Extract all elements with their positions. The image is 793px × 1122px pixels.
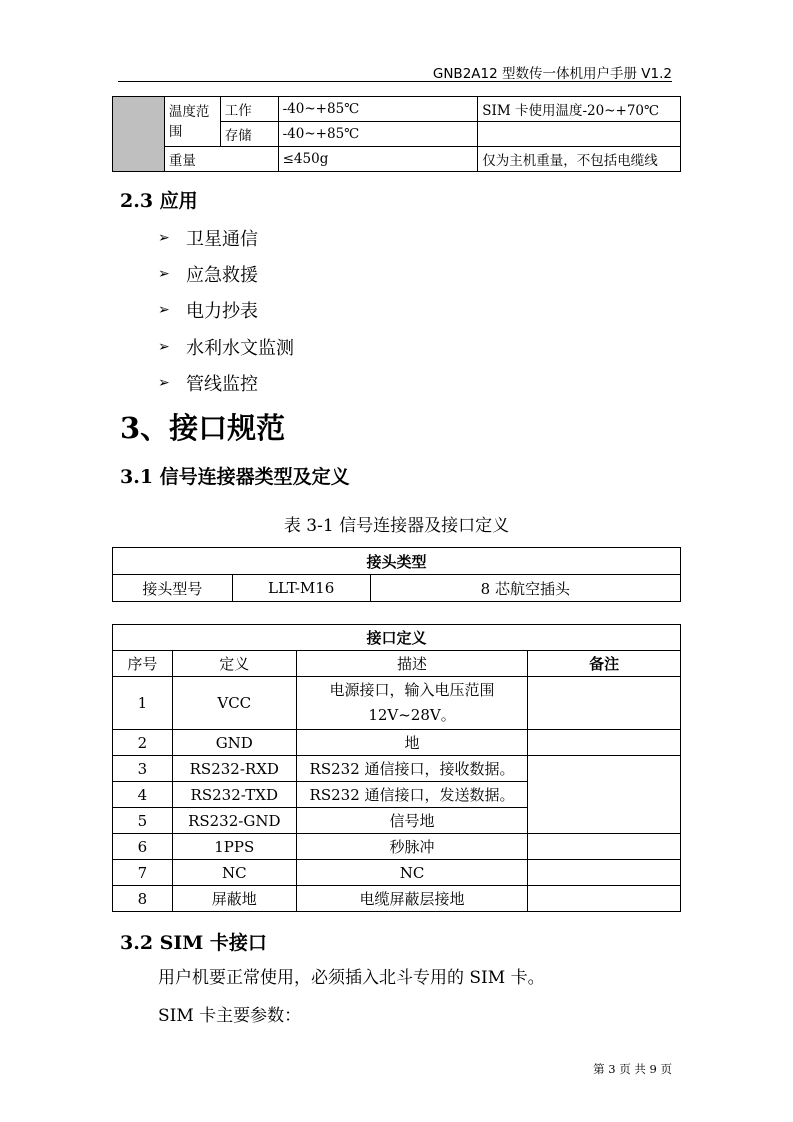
cell-index: 7 [113,860,173,886]
paragraph-sim-params: SIM 卡主要参数： [158,1006,302,1026]
connector-model: LLT-M16 [232,575,370,602]
list-item-label: 卫星通信 [186,229,258,251]
header-remark: 备注 [528,651,681,677]
cell-index: 2 [113,730,173,756]
cell-index: 1 [113,677,173,730]
arrow-bullet-icon: ➢ [158,302,170,319]
connector-table-title: 接头类型 [113,548,681,575]
cell-remark [528,886,681,912]
temp-work-value: -40~+85℃ [278,97,478,122]
cell-description: 电源接口，输入电压范围12V~28V。 [296,677,528,730]
weight-note: 仅为主机重量，不包括电缆线 [478,147,681,172]
cell-remark [528,756,681,834]
cell-description: 地 [296,730,528,756]
table-row [113,834,681,860]
table-row [113,756,681,782]
table-row [113,97,681,122]
cell-remark [528,860,681,886]
arrow-bullet-icon: ➢ [158,230,170,247]
cell-description: RS232 通信接口，发送数据。 [296,782,528,808]
list-item [158,220,294,256]
paragraph-sim-requirement: 用户机要正常使用，必须插入北斗专用的 SIM 卡。 [158,968,545,988]
cell-definition: RS232-GND [172,808,296,834]
table-row [113,548,681,575]
list-item [158,292,294,328]
table-row [113,677,681,730]
page-number: 第 3 页 共 9 页 [593,1062,672,1076]
list-item [158,329,294,365]
spec-table [112,96,681,172]
gray-cell [113,97,165,172]
cell-index: 3 [113,756,173,782]
cell-index: 5 [113,808,173,834]
section-3-1-heading: 3.1 信号连接器类型及定义 [120,466,350,488]
table-row [113,147,681,172]
table-row [113,860,681,886]
table-caption: 表 3-1 信号连接器及接口定义 [283,516,510,536]
weight-value: ≤450g [278,147,478,172]
header-index: 序号 [113,651,173,677]
cell-description: 秒脉冲 [296,834,528,860]
arrow-bullet-icon: ➢ [158,374,170,391]
list-item-label: 管线监控 [186,373,258,395]
section-2-3-heading: 2.3 应用 [120,190,198,212]
list-item [158,256,294,292]
cell-remark [528,730,681,756]
header-description: 描述 [296,651,528,677]
interface-table [112,624,681,912]
temp-range-label: 温度范围 [164,97,220,147]
cell-definition: NC [172,860,296,886]
cell-index: 8 [113,886,173,912]
temp-storage-label: 存储 [220,122,278,147]
cell-index: 4 [113,782,173,808]
connector-type-table [112,547,681,602]
connector-description: 8 芯航空插头 [370,575,680,602]
temp-work-note: SIM 卡使用温度-20~+70℃ [478,97,681,122]
list-item [158,365,294,401]
interface-table-title: 接口定义 [113,625,681,651]
list-item-label: 应急救援 [186,265,258,287]
cell-remark [528,677,681,730]
list-item-label: 电力抄表 [186,301,258,323]
arrow-bullet-icon: ➢ [158,338,170,355]
cell-description: NC [296,860,528,886]
header-rule [118,81,672,82]
table-row [113,886,681,912]
section-3-heading: 3、接口规范 [120,411,286,445]
table-row [113,575,681,602]
application-list [158,220,294,401]
section-3-2-heading: 3.2 SIM 卡接口 [120,932,267,954]
temp-storage-note [478,122,681,147]
cell-definition: VCC [172,677,296,730]
list-item-label: 水利水文监测 [186,337,294,359]
cell-description: RS232 通信接口，接收数据。 [296,756,528,782]
cell-definition: 屏蔽地 [172,886,296,912]
table-row [113,625,681,651]
temp-storage-value: -40~+85℃ [278,122,478,147]
connector-label: 接头型号 [113,575,233,602]
cell-description: 信号地 [296,808,528,834]
header-definition: 定义 [172,651,296,677]
cell-definition: RS232-TXD [172,782,296,808]
cell-definition: GND [172,730,296,756]
table-row [113,730,681,756]
temp-work-label: 工作 [220,97,278,122]
cell-definition: 1PPS [172,834,296,860]
table-header-row [113,651,681,677]
cell-index: 6 [113,834,173,860]
arrow-bullet-icon: ➢ [158,266,170,283]
document-header: GNB2A12 型数传一体机用户手册 V1.2 [432,66,672,82]
weight-label: 重量 [164,147,278,172]
cell-description: 电缆屏蔽层接地 [296,886,528,912]
cell-definition: RS232-RXD [172,756,296,782]
cell-remark [528,834,681,860]
